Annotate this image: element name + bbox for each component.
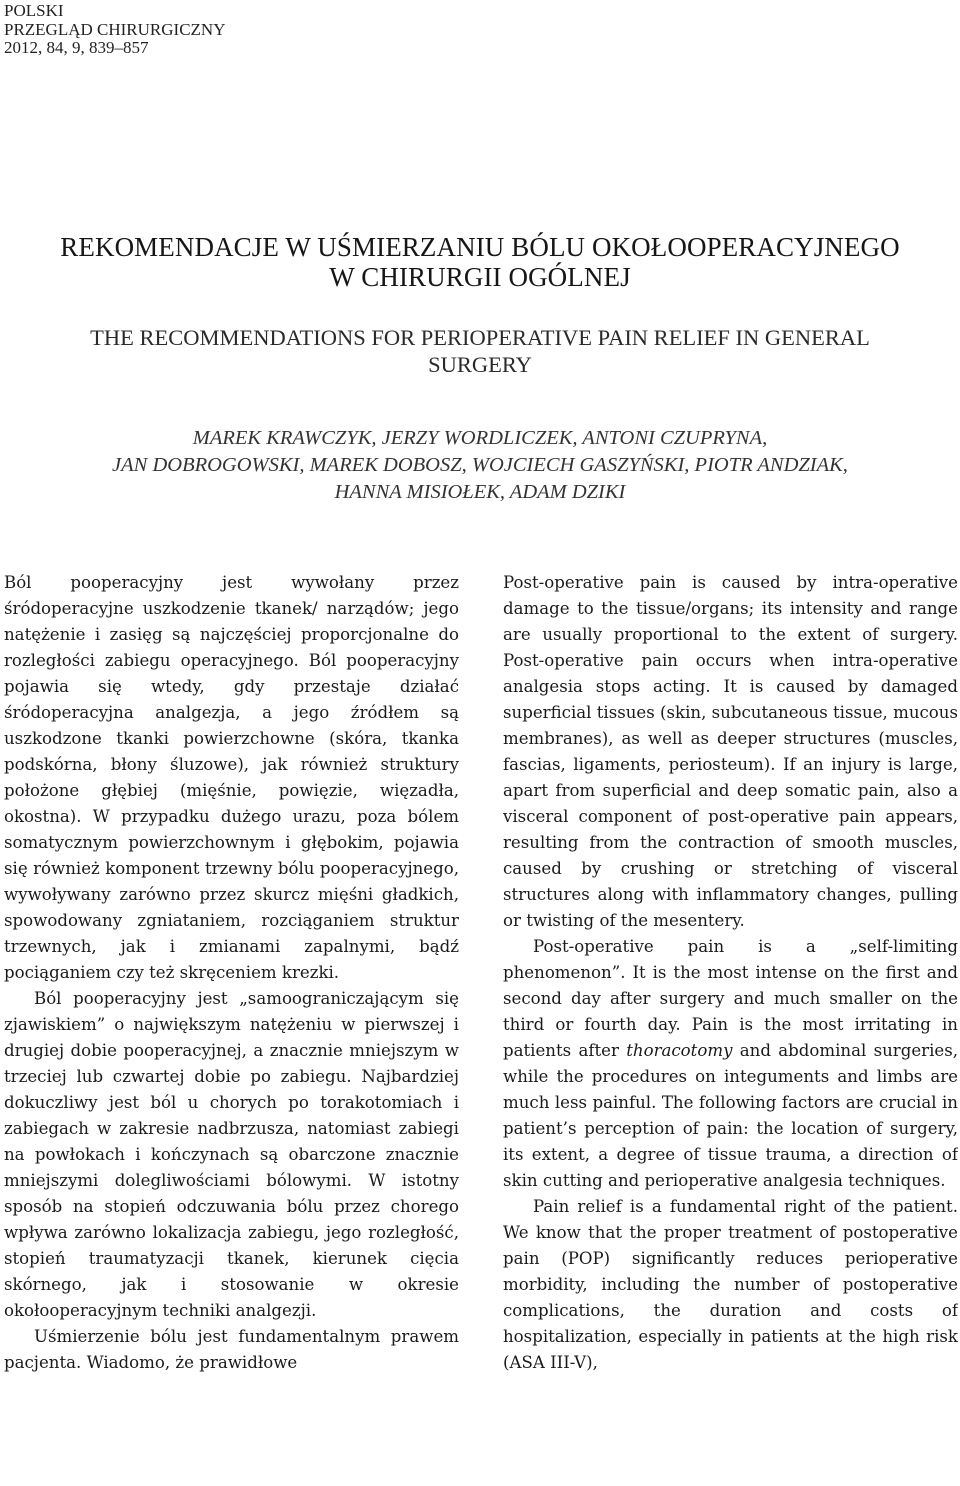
article-titles bbox=[0, 232, 960, 378]
title-english bbox=[0, 324, 960, 378]
body-column-english bbox=[503, 570, 958, 1486]
paragraph-en-2-text-b: and abdominal surgeries, while the procedures on integuments and limbs are much less painful. The following factors are crucial in patient’s perception of pain: the location of surgery, its extent, a degree of tissue trauma, a direction of skin cutting and perioperative analgesia techniques. bbox=[503, 1041, 958, 1190]
title-english-line2: SURGERY bbox=[428, 352, 532, 377]
title-polish-line1: REKOMENDACJE W UŚMIERZANIU BÓLU OKOŁOOPERACYJNEGO bbox=[60, 232, 900, 262]
paragraph-en-1: Post-operative pain is caused by intra-operative damage to the tissue/organs; its intensity and range are usually proportional to the extent of surgery. Post-operative pain occurs when intra-operative analgesia stops acting. It is caused by damaged superficial tissues (skin, subcutaneous tissue, mucous membranes), as well as deeper structures (muscles, fascias, ligaments, periosteum). If an injury is large, apart from superficial and deep somatic pain, also a visceral component of post-operative pain appears, resulting from the contraction of smooth muscles, caused by crushing or stretching of visceral structures along with inflammatory changes, pulling or twisting of the mesentery. bbox=[503, 573, 958, 930]
paragraph-en-2-text-a: Post-operative pain is a „self-limiting phenomenon”. It is the most intense on the first and second day after surgery and much smaller on the third or fourth day. Pain is the most irritating in patients after bbox=[503, 937, 958, 1060]
journal-header bbox=[4, 2, 225, 58]
title-english-line1: THE RECOMMENDATIONS FOR PERIOPERATIVE PAIN RELIEF IN GENERAL bbox=[90, 325, 870, 350]
authors-line3: HANNA MISIOŁEK, ADAM DZIKI bbox=[334, 481, 626, 503]
title-polish-line2: W CHIRURGII OGÓLNEJ bbox=[329, 262, 631, 292]
journal-citation: 2012, 84, 9, 839–857 bbox=[4, 38, 149, 57]
paragraph-pl-3: Uśmierzenie bólu jest fundamentalnym prawem pacjenta. Wiadomo, że prawidłowe bbox=[4, 1327, 459, 1372]
author-list bbox=[0, 425, 960, 506]
paragraph-en-2 bbox=[503, 934, 958, 1194]
title-polish bbox=[0, 232, 960, 292]
paragraph-pl-1: Ból pooperacyjny jest wywołany przez śródoperacyjne uszkodzenie tkanek/ narządów; jego natężenie i zasięg są najczęściej proporcjonalne do rozległości zabiegu operacyjnego. Ból pooperacyjny pojawia się wtedy, gdy przestaje działać śródoperacyjna analgezja, a jego źródłem są uszkodzone tkanki powierzchowne (skóra, tkanka podskórna, błony śluzowe), jak również struktury położone głębiej (mięśnie, powięzie, więzadła, okostna). W przypadku dużego urazu, poza bólem somatycznym powierzchownym i głębokim, pojawia się również komponent trzewny bólu pooperacyjnego, wywoływany zarówno przez skurcz mięśni gładkich, spowodowany zgniataniem, rozciąganiem struktur trzewnych, jak i zmianami zapalnymi, bądź pociąganiem czy też skręceniem krezki. bbox=[4, 573, 459, 982]
authors-line2: JAN DOBROGOWSKI, MAREK DOBOSZ, WOJCIECH GASZYŃSKI, PIOTR ANDZIAK, bbox=[112, 454, 848, 476]
journal-name-line2: PRZEGLĄD CHIRURGICZNY bbox=[4, 19, 226, 39]
paragraph-en-3: Pain relief is a fundamental right of the patient. We know that the proper treatment of postoperative pain (POP) significantly reduces perioperative morbidity, including the number of postoperative complications, the duration and costs of hospitalization, especially in patients at the high risk (ASA III-V), bbox=[503, 1197, 958, 1372]
paragraph-pl-2: Ból pooperacyjny jest „samoograniczającym się zjawiskiem” o największym natężeniu w pierwszej i drugiej dobie pooperacyjnej, a znacznie mniejszym w trzeciej lub czwartej dobie po zabiegu. Najbardziej dokuczliwy jest ból u chorych po torakotomiach i zabiegach w zakresie nadbrzusza, natomiast zabiegi na powłokach i kończynach są obarczone znacznie mniejszymi dolegliwościami bólowymi. W istotny sposób na stopień odczuwania bólu przez chorego wpływa zarówno lokalizacja zabiegu, jego rozległość, stopień traumatyzacji tkanek, kierunek cięcia skórnego, jak i stosowanie w okresie okołooperacyjnym techniki analgezji. bbox=[4, 989, 459, 1320]
term-thoracotomy: thoracotomy bbox=[626, 1041, 733, 1060]
body-column-polish bbox=[4, 570, 459, 1486]
journal-name-line1: POLSKI bbox=[4, 1, 64, 20]
authors-line1: MAREK KRAWCZYK, JERZY WORDLICZEK, ANTONI CZUPRYNA, bbox=[192, 427, 768, 449]
